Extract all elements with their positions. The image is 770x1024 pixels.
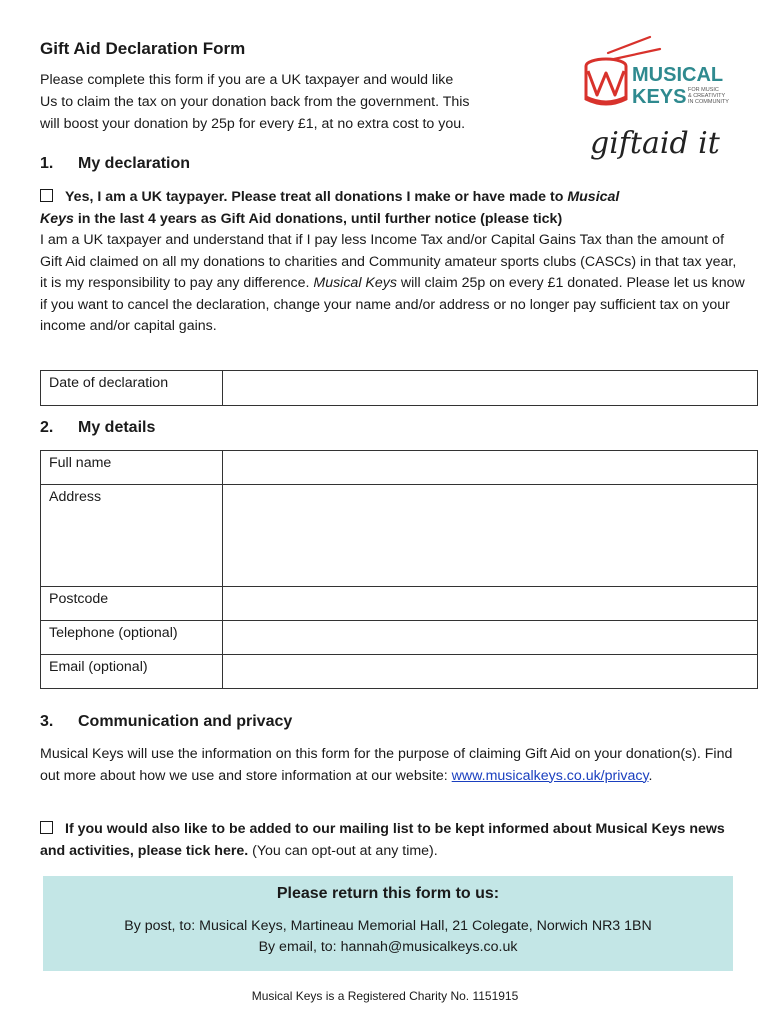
para-text-2: will claim 25p on every £1 donated. Please let us know if you want to cancel the declaration, change your name and/or address or no longer pay sufficient tax on your income and/or capital gains.: [40, 275, 745, 334]
logo-small-1: FOR MUSIC: [688, 87, 719, 93]
para-text: I am a UK taxpayer and understand that if I pay less Income Tax and/or Capital Gains Tax than the amount of Gift Aid claimed on all my donations to charities and Community amateur sports clubs (CASCs) in that tax year, it is my responsibility to pay any difference.: [40, 232, 737, 291]
declaration-date-table: [40, 370, 758, 406]
charity-footer: Musical Keys is a Registered Charity No. 1151915: [251, 989, 519, 1003]
drum-icon: [586, 59, 626, 104]
mailing-list-optout: (You can opt-out at any time).: [248, 843, 438, 859]
section-title: Communication and privacy: [78, 713, 293, 730]
declaration-org-2: Keys: [40, 211, 74, 227]
section-1-heading: [40, 155, 190, 173]
email-label: Email (optional): [41, 655, 223, 689]
privacy-link[interactable]: www.musicalkeys.co.uk/privacy: [451, 767, 649, 784]
section-number: 3.: [40, 713, 54, 730]
section-title: My details: [78, 419, 156, 436]
declaration-paragraph: [40, 230, 745, 338]
mailing-list-checkbox[interactable]: [40, 821, 53, 834]
address-input[interactable]: [223, 485, 758, 587]
intro-line: Us to claim the tax on your donation back from the government. This: [40, 94, 470, 110]
intro-line: Please complete this form if you are a UK taxpayer and would like: [40, 72, 454, 88]
return-title: Please return this form to us:: [276, 885, 500, 902]
postcode-input[interactable]: [223, 587, 758, 621]
declaration-text-2: in the last 4 years as Gift Aid donations, until further notice (please tick): [73, 211, 563, 227]
para-org: Musical Keys: [313, 275, 397, 291]
section-number: 1.: [40, 155, 54, 172]
declaration-checkbox-line: [40, 186, 745, 230]
logo-keys: KEYS: [632, 86, 687, 108]
declaration-org: Musical: [567, 189, 620, 205]
address-label: Address: [41, 485, 223, 587]
logo-small-2: & CREATIVITY: [688, 93, 726, 99]
postcode-label: Postcode: [41, 587, 223, 621]
full-name-input[interactable]: [223, 451, 758, 485]
logo-musical: MUSICAL: [632, 64, 724, 86]
logo-small-3: IN COMMUNITY: [688, 99, 729, 105]
full-name-label: Full name: [41, 451, 223, 485]
privacy-text-end: .: [648, 767, 653, 784]
section-title: My declaration: [78, 155, 191, 172]
return-post: By post, to: Musical Keys, Martineau Memorial Hall, 21 Colegate, Norwich NR3 1BN: [124, 918, 652, 934]
date-label: Date of declaration: [41, 371, 223, 406]
section-number: 2.: [40, 419, 54, 436]
section-2-heading: [40, 419, 155, 437]
intro-line: will boost your donation by 25p for every £1, at no extra cost to you.: [40, 116, 466, 132]
giftaid-it-wordmark: giftaid it: [590, 126, 720, 161]
mailing-list-checkbox-line: [40, 818, 745, 862]
privacy-text: Musical Keys will use the information on this form for the purpose of claiming Gift Aid on your donation(s). Find out more about how we use and store information at our website:: [40, 746, 733, 784]
privacy-paragraph: [40, 744, 745, 787]
section-3-heading: [40, 713, 292, 731]
details-table: [40, 450, 758, 689]
declaration-text: Yes, I am a UK taypayer. Please treat all donations I make or have made to: [65, 189, 568, 205]
mailing-list-text: If you would also like to be added to our mailing list to be kept informed about Musical Keys news and activities, please tick here.: [40, 821, 725, 859]
form-title: Gift Aid Declaration Form: [40, 39, 246, 58]
telephone-label: Telephone (optional): [41, 621, 223, 655]
declaration-checkbox[interactable]: [40, 189, 53, 202]
return-email: By email, to: hannah@musicalkeys.co.uk: [258, 939, 518, 955]
musical-keys-giftaid-logo: [580, 33, 740, 168]
date-input[interactable]: [223, 371, 758, 406]
email-input[interactable]: [223, 655, 758, 689]
telephone-input[interactable]: [223, 621, 758, 655]
return-info-box: [43, 876, 733, 971]
intro-text: [40, 69, 565, 135]
